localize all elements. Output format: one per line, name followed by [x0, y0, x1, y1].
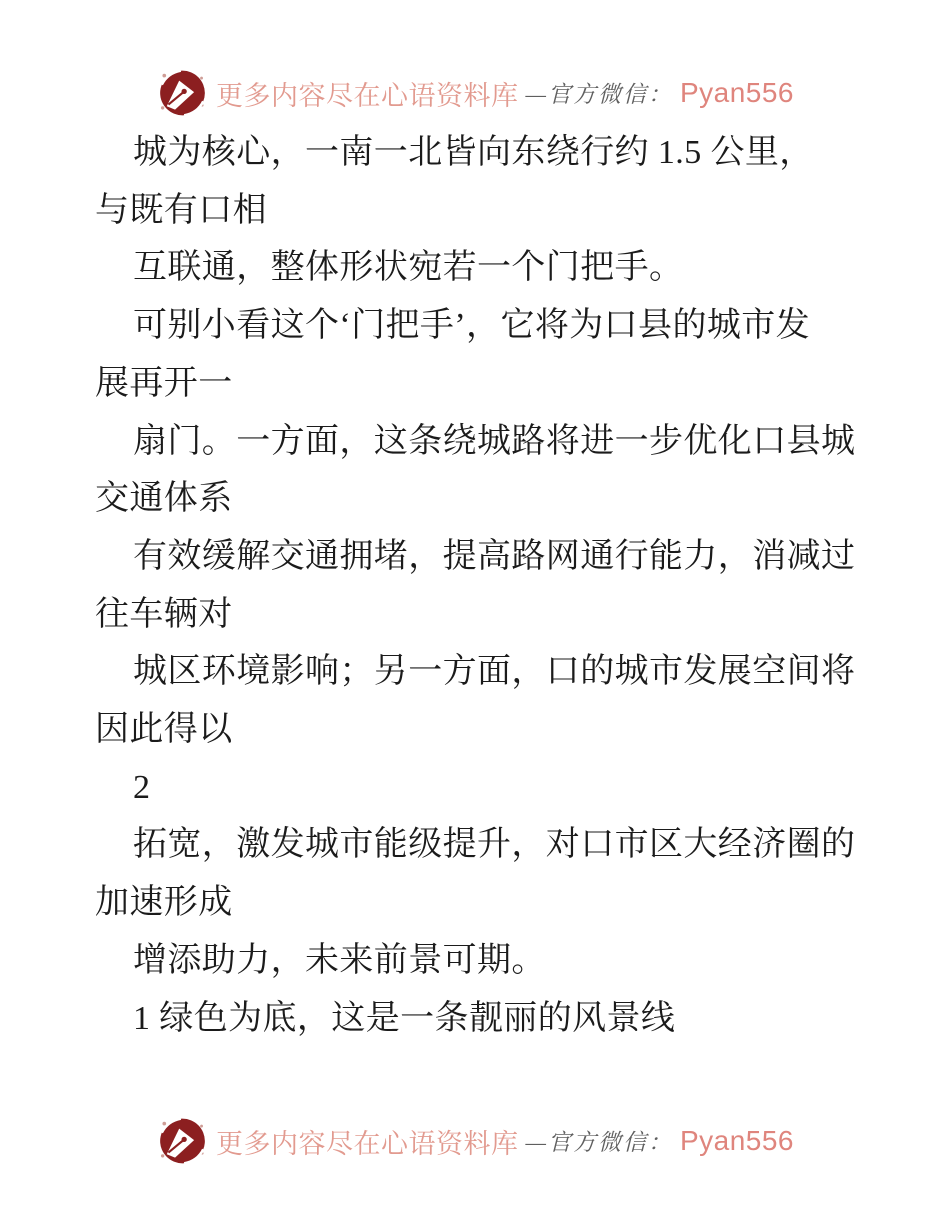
text-line: 城为核心，一南一北皆向东绕行约 1.5 公里，: [133, 134, 814, 171]
text-line: 有效缓解交通拥堵，提高路网通行能力，消减过: [133, 537, 856, 575]
brand-text: 更多内容尽在心语资料库: [216, 1128, 519, 1159]
text-line: 加速形成: [95, 884, 233, 922]
pen-swirl-logo-icon: [156, 1112, 209, 1170]
text-line: 城区环境影响；另一方面，口的城市发展空间将: [133, 653, 856, 691]
text-line: 与既有口相: [95, 191, 267, 229]
text-line: 互联通，整体形状宛若一个门把手。: [133, 249, 684, 287]
document-text: [95, 124, 865, 1047]
text-line: 增添助力，未来前景可期。: [133, 941, 546, 979]
text-line: 拓宽，激发城市能级提升，对口市区大经济圈的: [133, 826, 856, 864]
wechat-id: Pyan556: [679, 77, 794, 108]
text-line: 扇门。一方面，这条绕城路将进一步优化口县城: [133, 422, 856, 460]
wechat-label: —官方微信：: [525, 1129, 673, 1155]
text-line: 往车辆对: [95, 595, 233, 633]
page-number-line: 2: [133, 768, 151, 806]
wechat-label: —官方微信：: [525, 81, 673, 107]
footer-watermark: [0, 1110, 950, 1172]
text-line: 可别小看这个‘门把手’，它将为口县的城市发: [133, 307, 811, 345]
pen-swirl-logo-icon: [156, 64, 209, 122]
section-heading-line: 1 绿色为底，这是一条靓丽的风景线: [133, 999, 676, 1037]
text-line: 展再开一: [95, 364, 233, 402]
brand-text: 更多内容尽在心语资料库: [216, 80, 519, 111]
wechat-id: Pyan556: [679, 1125, 794, 1156]
text-line: 因此得以: [95, 711, 233, 749]
text-line: 交通体系: [95, 480, 233, 518]
header-watermark: [0, 62, 950, 124]
